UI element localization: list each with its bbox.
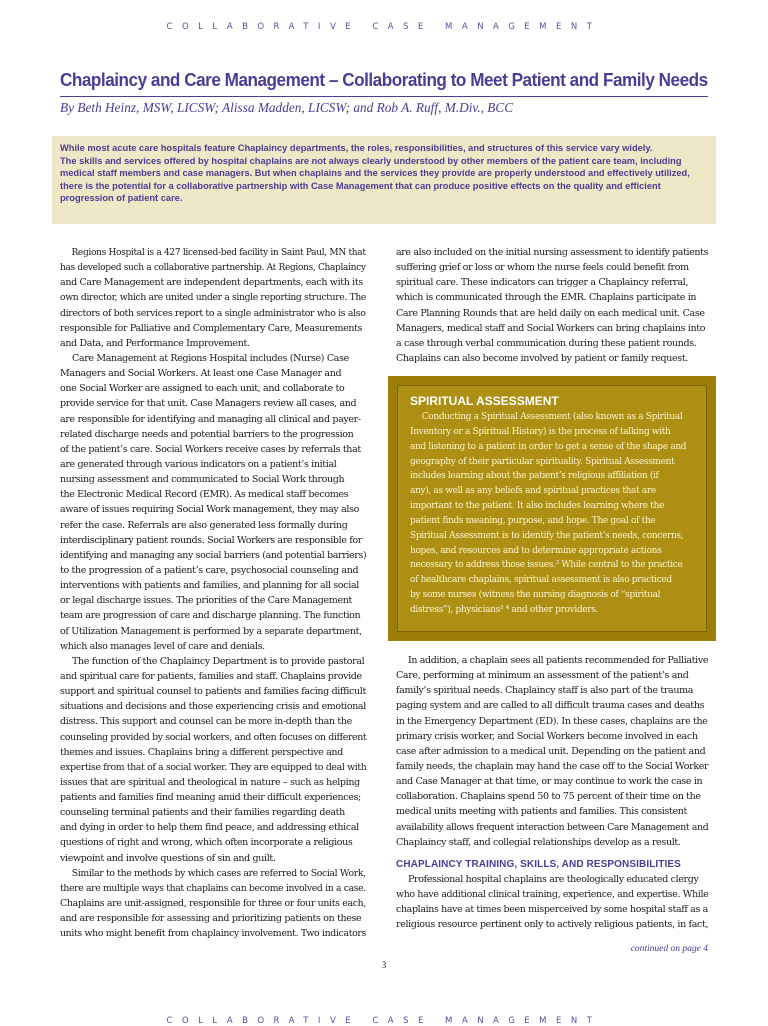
intro-line: The skills and services offered by hospital chaplains are not always clearly understood by other members of the patient care team, including: [60, 155, 682, 166]
text-line: medical units meeting with patients and families. This consistent: [396, 806, 687, 818]
text-line: in the Emergency Department (ED). In these cases, chaplains are the: [396, 715, 708, 727]
text-line: Managers, medical staff and Social Workers can bring chaplains into: [396, 322, 706, 334]
text-line: primary crisis worker, and Social Workers become involved in each: [396, 730, 698, 742]
text-line: situations and decisions and those experiencing crisis and emotional: [60, 701, 366, 713]
right-column-bottom: [396, 653, 708, 932]
text-line: hopes, and resources and to determine appropriate actions: [410, 544, 662, 556]
intro-line: medical staff members and case managers. But when chaplains and the services they provide are properly understood and effectively utilized,: [60, 168, 690, 179]
text-line: collaboration. Chaplains spend 50 to 75 percent of their time on the: [396, 791, 701, 803]
text-line: viewpoint and involve questions of sin and guilt.: [60, 852, 276, 864]
text-line: counseling provided by social workers, and often focuses on different: [60, 731, 367, 743]
text-line: nursing assessment and communicated to Social Work through: [60, 474, 345, 486]
text-line: family’s spiritual needs. Chaplaincy staff is also part of the trauma: [396, 685, 694, 697]
text-line: necessary to address those issues.² While central to the practice: [410, 559, 683, 571]
text-line: Chaplaincy staff, and collegial relationships develop as a result.: [396, 836, 681, 848]
text-line: paging system and are called to all difficult trauma cases and deaths: [396, 700, 705, 712]
text-line: Conducting a Spiritual Assessment (also known as a Spiritual: [421, 411, 683, 422]
text-line: and dying in order to help them find peace, and addressing ethical: [60, 822, 359, 834]
text-line: Professional hospital chaplains are theologically educated clergy: [408, 873, 699, 885]
text-line: Care, performing at minimum an assessment of the patient’s and: [396, 670, 689, 682]
text-line: of the patient’s care. Social Workers receive cases by referrals that: [60, 443, 361, 455]
intro-line: there is the potential for a collaborative partnership with Case Management that can produce positive effects on the quality and efficient: [60, 180, 661, 191]
text-line: team are progression of care and discharge planning. The function: [60, 610, 361, 622]
text-line: which is communicated through the EMR. Chaplains participate in: [396, 292, 697, 304]
text-line: responsible for Palliative and Complementary Care, Measurements: [60, 322, 363, 334]
text-line: and listening to a patient in order to get a sense of the shape and: [410, 440, 687, 452]
intro-line: While most acute care hospitals feature Chaplaincy departments, the roles, responsibilities, and structures of this service vary widely.: [60, 143, 653, 153]
text-line: patient finds meaning, purpose, and hope. The goal of the: [410, 514, 656, 526]
text-line: by some nurses (witness the nursing diagnosis of “spiritual: [410, 589, 661, 601]
text-line: distress”), physicians³ ⁴ and other providers.: [410, 603, 599, 615]
left-column: [60, 245, 366, 941]
text-line: are responsible for identifying and managing all clinical and payer-: [60, 413, 361, 425]
running-head-bottom: COLLABORATIVE CASE MANAGEMENT: [166, 1016, 602, 1026]
text-line: and spiritual care for patients, families and staff. Chaplains provide: [60, 670, 362, 682]
text-line: who have additional clinical training, experience, and expertise. While: [396, 888, 709, 900]
text-line: Chaplains can also become involved by patient or family request.: [396, 352, 688, 364]
text-line: suffering grief or loss or whom the nurse feels could benefit from: [396, 262, 689, 274]
text-line: Chaplains are unit-assigned, responsible for three or four units each,: [60, 898, 367, 910]
sidebar-title: SPIRITUAL ASSESSMENT: [410, 394, 559, 408]
text-line: Inventory or a Spiritual History) is the process of talking with: [410, 425, 671, 437]
text-line: a case through verbal communication during these patient rounds.: [396, 337, 697, 349]
page-number: 3: [381, 960, 387, 970]
text-line: any), as well as any beliefs and spiritual practices that are: [410, 485, 656, 497]
text-line: identifying and managing any social barriers (and potential barriers): [60, 549, 367, 561]
text-line: there are multiple ways that chaplains can become involved in a case.: [60, 882, 366, 894]
text-line: of Utilization Management is performed by a separate department,: [60, 625, 362, 637]
running-head-top: COLLABORATIVE CASE MANAGEMENT: [166, 22, 602, 32]
text-line: themes and issues. Chaplains bring a different perspective and: [60, 746, 343, 758]
text-line: Care Planning Rounds that are held daily on each medical unit. Case: [396, 307, 705, 319]
text-line: which also manages level of care and denials.: [60, 640, 265, 652]
text-line: spiritual care. These indicators can trigger a Chaplaincy referral,: [396, 277, 689, 289]
spiritual-assessment-sidebar: [388, 376, 716, 641]
text-line: The function of the Chaplaincy Department is to provide pastoral: [72, 655, 365, 667]
text-line: case after admission to a medical unit. Depending on the patient and: [396, 745, 706, 757]
text-line: expertise from that of a social worker. They are equipped to deal with: [60, 761, 367, 773]
text-line: and Data, and Performance Improvement.: [60, 337, 250, 349]
text-line: support and spiritual counsel to patients and families facing difficult: [60, 686, 366, 698]
text-line: Regions Hospital is a 427 licensed-bed facility in Saint Paul, MN that: [71, 247, 366, 258]
text-line: and Case Manager at that time, or may continue to work the case in: [396, 776, 703, 788]
text-line: aware of issues requiring Social Work management, they may also: [60, 504, 360, 516]
section-subhead: CHAPLAINCY TRAINING, SKILLS, AND RESPONSIBILITIES: [396, 858, 681, 870]
text-line: includes learning about the patient’s religious affiliation (if: [410, 470, 659, 482]
text-line: directors of both services report to a single administrator who is also: [60, 307, 366, 319]
text-line: and are responsible for assessing and prioritizing patients on these: [60, 913, 362, 925]
text-line: family needs, the chaplain may hand the case off to the Social Worker: [396, 760, 709, 772]
text-line: Managers and Social Workers. At least one Case Manager and: [60, 368, 342, 380]
text-line: patients and families find meaning amid their difficult experiences;: [60, 792, 361, 804]
text-line: availability allows frequent interaction between Care Management and: [396, 821, 709, 833]
article-title: Chaplaincy and Care Management – Collaborating to Meet Patient and Family Needs: [60, 70, 708, 90]
text-line: important to the patient. It also includes learning where the: [410, 500, 665, 512]
text-line: provide service for that unit. Case Managers review all cases, and: [60, 398, 357, 410]
text-line: interdisciplinary patient rounds. Social Workers are responsible for: [60, 534, 362, 546]
title-rule: [60, 96, 708, 97]
text-line: counseling terminal patients and their families regarding death: [60, 807, 345, 819]
text-line: Care Management at Regions Hospital includes (Nurse) Case: [72, 352, 349, 364]
text-line: own director, which are united under a single reporting structure. The: [60, 292, 367, 304]
text-line: the Electronic Medical Record (EMR). As medical staff becomes: [60, 489, 349, 501]
text-line: Spiritual Assessment is to identify the patient’s needs, concerns,: [410, 529, 684, 541]
text-line: distress. This support and counsel can be more in-depth than the: [60, 716, 352, 728]
sidebar-panel: [397, 385, 707, 632]
continued-note: continued on page 4: [630, 944, 708, 954]
text-line: religious resource pertinent only to actively religious patients, in fact,: [396, 919, 709, 931]
text-line: to the progression of a patient’s care, psychosocial counseling and: [60, 564, 359, 576]
text-line: and Care Management are independent departments, each with its: [60, 277, 363, 289]
text-line: Similar to the methods by which cases are referred to Social Work,: [71, 867, 366, 879]
intro-line: progression of patient care.: [60, 193, 183, 204]
right-column-top: [396, 245, 709, 366]
text-line: related discharge needs and potential barriers to the progression: [60, 428, 354, 440]
text-line: has developed such a collaborative partnership. At Regions, Chaplaincy: [60, 262, 366, 274]
text-line: or legal discharge issues. The priorities of the Care Management: [60, 595, 352, 607]
text-line: are generated through various indicators on a patient’s initial: [60, 458, 337, 470]
text-line: units who might benefit from chaplaincy involvement. Two indicators: [60, 928, 366, 940]
text-line: interventions with patients and families, and planning for all social: [60, 580, 359, 592]
text-line: geography of their particular spirituality. Spiritual Assessment: [410, 455, 675, 467]
text-line: refer the case. Referrals are also generated less formally during: [60, 519, 348, 531]
text-line: are also included on the initial nursing assessment to identify patients: [396, 247, 709, 258]
text-line: chaplains have at times been misperceived by some hospital staff as a: [396, 904, 708, 916]
byline: By Beth Heinz, MSW, LICSW; Alissa Madden, LICSW; and Rob A. Ruff, M.Div., BCC: [60, 100, 514, 115]
intro-box: [52, 136, 716, 224]
text-line: of healthcare chaplains, spiritual assessment is also practiced: [410, 574, 672, 586]
text-line: questions of right and wrong, which often incorporate a religious: [60, 837, 353, 849]
text-line: issues that are spiritual and theological in nature – such as helping: [60, 776, 360, 788]
text-line: In addition, a chaplain sees all patients recommended for Palliative: [407, 655, 709, 666]
text-line: one Social Worker are assigned to each unit, and collaborate to: [60, 383, 345, 395]
